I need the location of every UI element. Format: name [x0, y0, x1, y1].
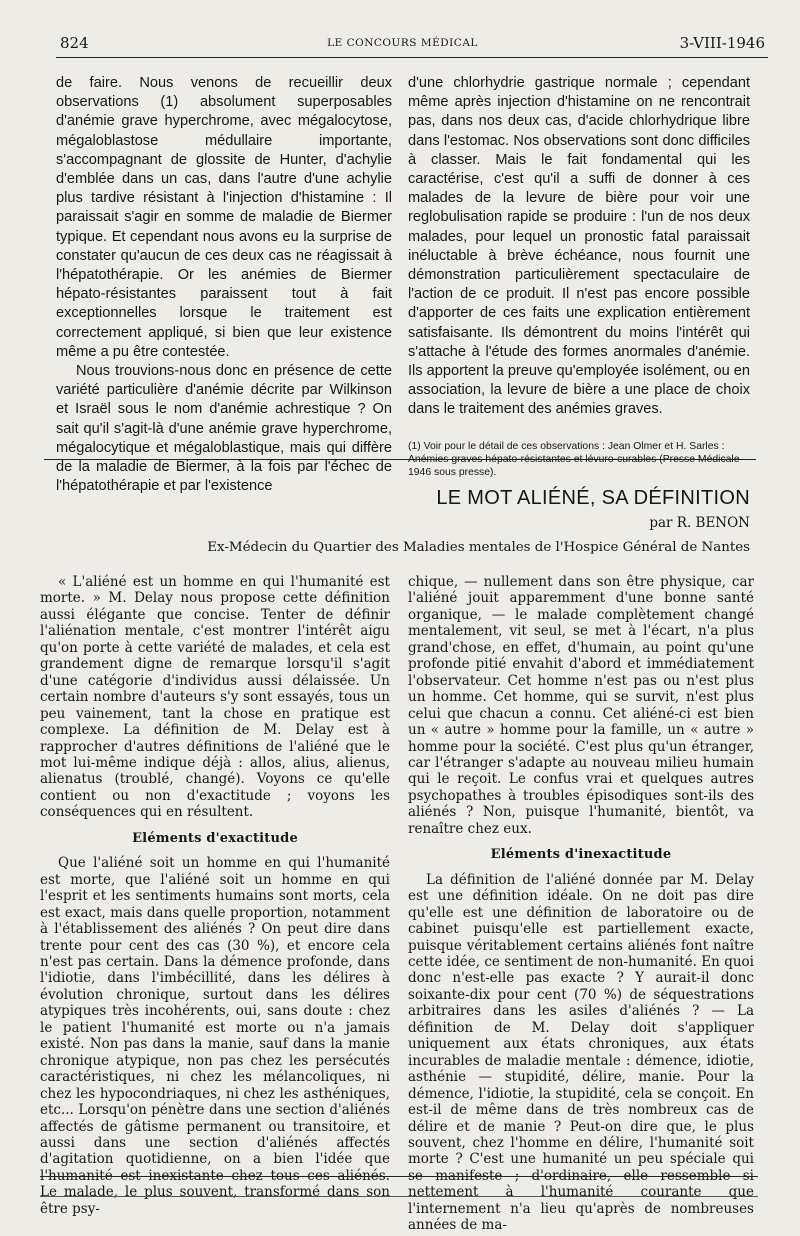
running-header: [40, 34, 765, 54]
article-right-column: [408, 574, 754, 1234]
section-divider: [44, 459, 756, 460]
article-inexactitude-text: La définition de l'aliéné donnée par M. Delay est une définition idéale. On ne doit pas dire qu'elle est une définition de laboratoire ou de cabinet puisqu'elle est partiellement exacte, puisque véritablement certains aliénés font naître cette idée, ce sentiment de non-humanité. En quoi donc n'est-elle pas exacte ? Y aurait-il donc soixante-dix pour cent (70 %) de séquestrations arbitraires dans les asiles d'aliénés ? — La définition de M. Delay doit s'appliquer uniquement aux états chroniques, aux états incurables de maladie mentale : démence, idiotie, asthénie — stupidité, délire, manie. Pour la démence, l'idiotie, la stupidité, cela se conçoit. En est-il de même dans de très nombreux cas de délire et de manie ? Peut-on dire que, le plus souvent, chez l'homme en délire, l'humanité soit morte ? C'est une humanité un peu spéciale qui se manifeste ; d'ordinaire, elle ressemble si nettement à l'humanité courante que l'internement n'a lieu qu'après de nombreuses années de ma-: [408, 871, 754, 1234]
journal-name: LE CONCOURS MÉDICAL: [327, 37, 478, 49]
article-continuation: chique, — nullement dans son être physique, car l'aliéné jouit apparemment d'une bonne santé organique, — le malade complètement changé mentalement, vit seul, se met à l'écart, n'a plus grand'chose, en effet, d'humain, au point qu'une profonde pitié envahit d'abord et immédiatement l'observateur. Cet homme n'est pas ou n'est plus un homme. Cet homme, qui se survit, n'est plus celui que chacun a connu. Cet aliéné-ci est bien un « autre » homme pour la famille, un « autre » homme pour la société. C'est plus qu'un étranger, car l'étranger s'adapte au nouveau milieu humain qui le reçoit. Le confus vrai et quelques autres psychopathes à troubles épisodiques sont-ils des aliénés ? Non, puisque l'humanité, bientôt, va renaître chez eux.: [408, 574, 754, 837]
article-affiliation: Ex-Médecin du Quartier des Maladies mentales de l'Hospice Général de Nantes: [207, 540, 750, 555]
subhead-exactitude: Eléments d'exactitude: [132, 830, 298, 846]
top-left-paragraph-1: de faire. Nous venons de recueillir deux observations (1) absolument superposables d'anémie grave hyperchrome, avec mégalocytose, mégaloblastose médullaire importante, s'accompagnant de glossite de Hunter, d'achylie d'emblée dans un cas, dans l'autre d'une achylie plus tardive résistant à l'injection d'histamine : Il paraissait s'agir en somme de maladie de Biermer typique. Et cependant nous avons eu la surprise de constater qu'aucun de ces deux cas ne réagissait à l'hépatothérapie. Or les anémies de Biermer hépato-résistantes paraissent tout à fait exceptionnelles lorsque le traitement est correctement appliqué, si bien que leur existence même a pu être contestée.: [56, 75, 392, 360]
article-exactitude-text: Que l'aliéné soit un homme en qui l'humanité est morte, que l'aliéné soit un homme en qui l'esprit et les sentiments humains sont morts, cela est exact, mais dans quelle proportion, notamment à l'établissement des aliénés ? On peut dire dans trente pour cent des cas (30 %), et encore cela n'est pas certain. Dans la démence profonde, dans l'idiotie, dans l'imbécillité, dans les délires à évolution chronique, surtout dans les délires atypiques très incohérents, oui, sans doute : chez le patient l'humanité est morte ou n'a jamais existé. Non pas dans la manie, sauf dans la manie chronique atypique, non pas chez les persécutés caractéristiques, ni chez les mélancoliques, ni chez les hypocondriaques, ni chez les asthéniques, etc... Lorsqu'on pénètre dans une section d'aliénés affectés de gâtisme permanent ou transitoire, et aussi dans une section d'aliénés affectés d'agitation quotidienne, on a bien l'idée que l'humanité est inexistante chez tous ces aliénés. Le malade, le plus souvent, transformé dans son être psy-: [40, 855, 390, 1217]
page-number: 824: [60, 34, 89, 52]
footer-rule: [40, 1176, 758, 1177]
issue-date: 3-VIII-1946: [679, 34, 765, 52]
top-article-right-column: [408, 74, 750, 479]
header-rule: [56, 57, 768, 58]
footer-rule-thin: [40, 1196, 758, 1197]
article-left-column: [40, 574, 390, 1217]
top-left-paragraph-2: Nous trouvions-nous donc en présence de cette variété particulière d'anémie décrite par Wilkinson et Israël sous le nom d'anémie achrestique ? On sait qu'il s'agit-là d'une anémie grave hyperchrome, mégalocytique et mégaloblastique, mais qui diffère de la maladie de Biermer, à la fois par l'échec de l'hépatothérapie et par l'existence: [56, 363, 392, 495]
top-article-left-column: [56, 74, 392, 496]
article-author: par R. BENON: [649, 515, 750, 531]
article-intro: « L'aliéné est un homme en qui l'humanité est morte. » M. Delay nous propose cette définition aussi élégante que concise. Tenter de définir l'aliénation mentale, c'est montrer l'intérêt aigu qu'on porte à cette variété de malades, et cela est grandement digne de remarque lorsqu'il s'agit d'une catégorie d'individus aussi délaissée. Un certain nombre d'auteurs s'y sont essayés, tous un peu vainement, tant la chose en pratique est complexe. La définition de M. Delay est à rapprocher d'autres définitions de l'aliéné que le mot lui-même indique déjà : allos, alius, alienus, alienatus (troublé, changé). Voyons ce qu'elle contient ou non d'exactitude ; voyons les conséquences qui en résultent.: [40, 574, 390, 821]
top-right-paragraph: d'une chlorhydrie gastrique normale ; cependant même après injection d'histamine on ne rencontrait pas, dans nos deux cas, d'acide chlorhydrique libre dans l'estomac. Nos observations sont donc difficiles à classer. Mais le fait fondamental qui les caractérise, c'est qu'il a suffi de donner à ces malades de la levure de bière pour voir une reglobulisation rapide se produire : l'un de nos deux malades, pour lequel un pronostic fatal paraissait inéluctable à brève échéance, nous fournit une démonstration particulièrement spectaculaire de l'action de ce produit. Il n'est pas encore possible d'apporter de ces faits une explication entièrement satisfaisante. Ils démontrent du moins l'intérêt qui s'attache à l'étude des formes anormales d'anémie. Ils apportent la preuve qu'employée isolément, ou en association, la levure de bière a une place de choix dans le traitement des anémies graves.: [408, 75, 750, 418]
footnote: (1) Voir pour le détail de ces observations : Jean Olmer et H. Sarles : Anémies graves hépato-résistantes et lévuro-curables (Presse Médicale 1946 sous presse).: [408, 440, 740, 478]
subhead-inexactitude: Eléments d'inexactitude: [490, 847, 672, 863]
article-title: LE MOT ALIÉNÉ, SA DÉFINITION: [436, 487, 750, 509]
